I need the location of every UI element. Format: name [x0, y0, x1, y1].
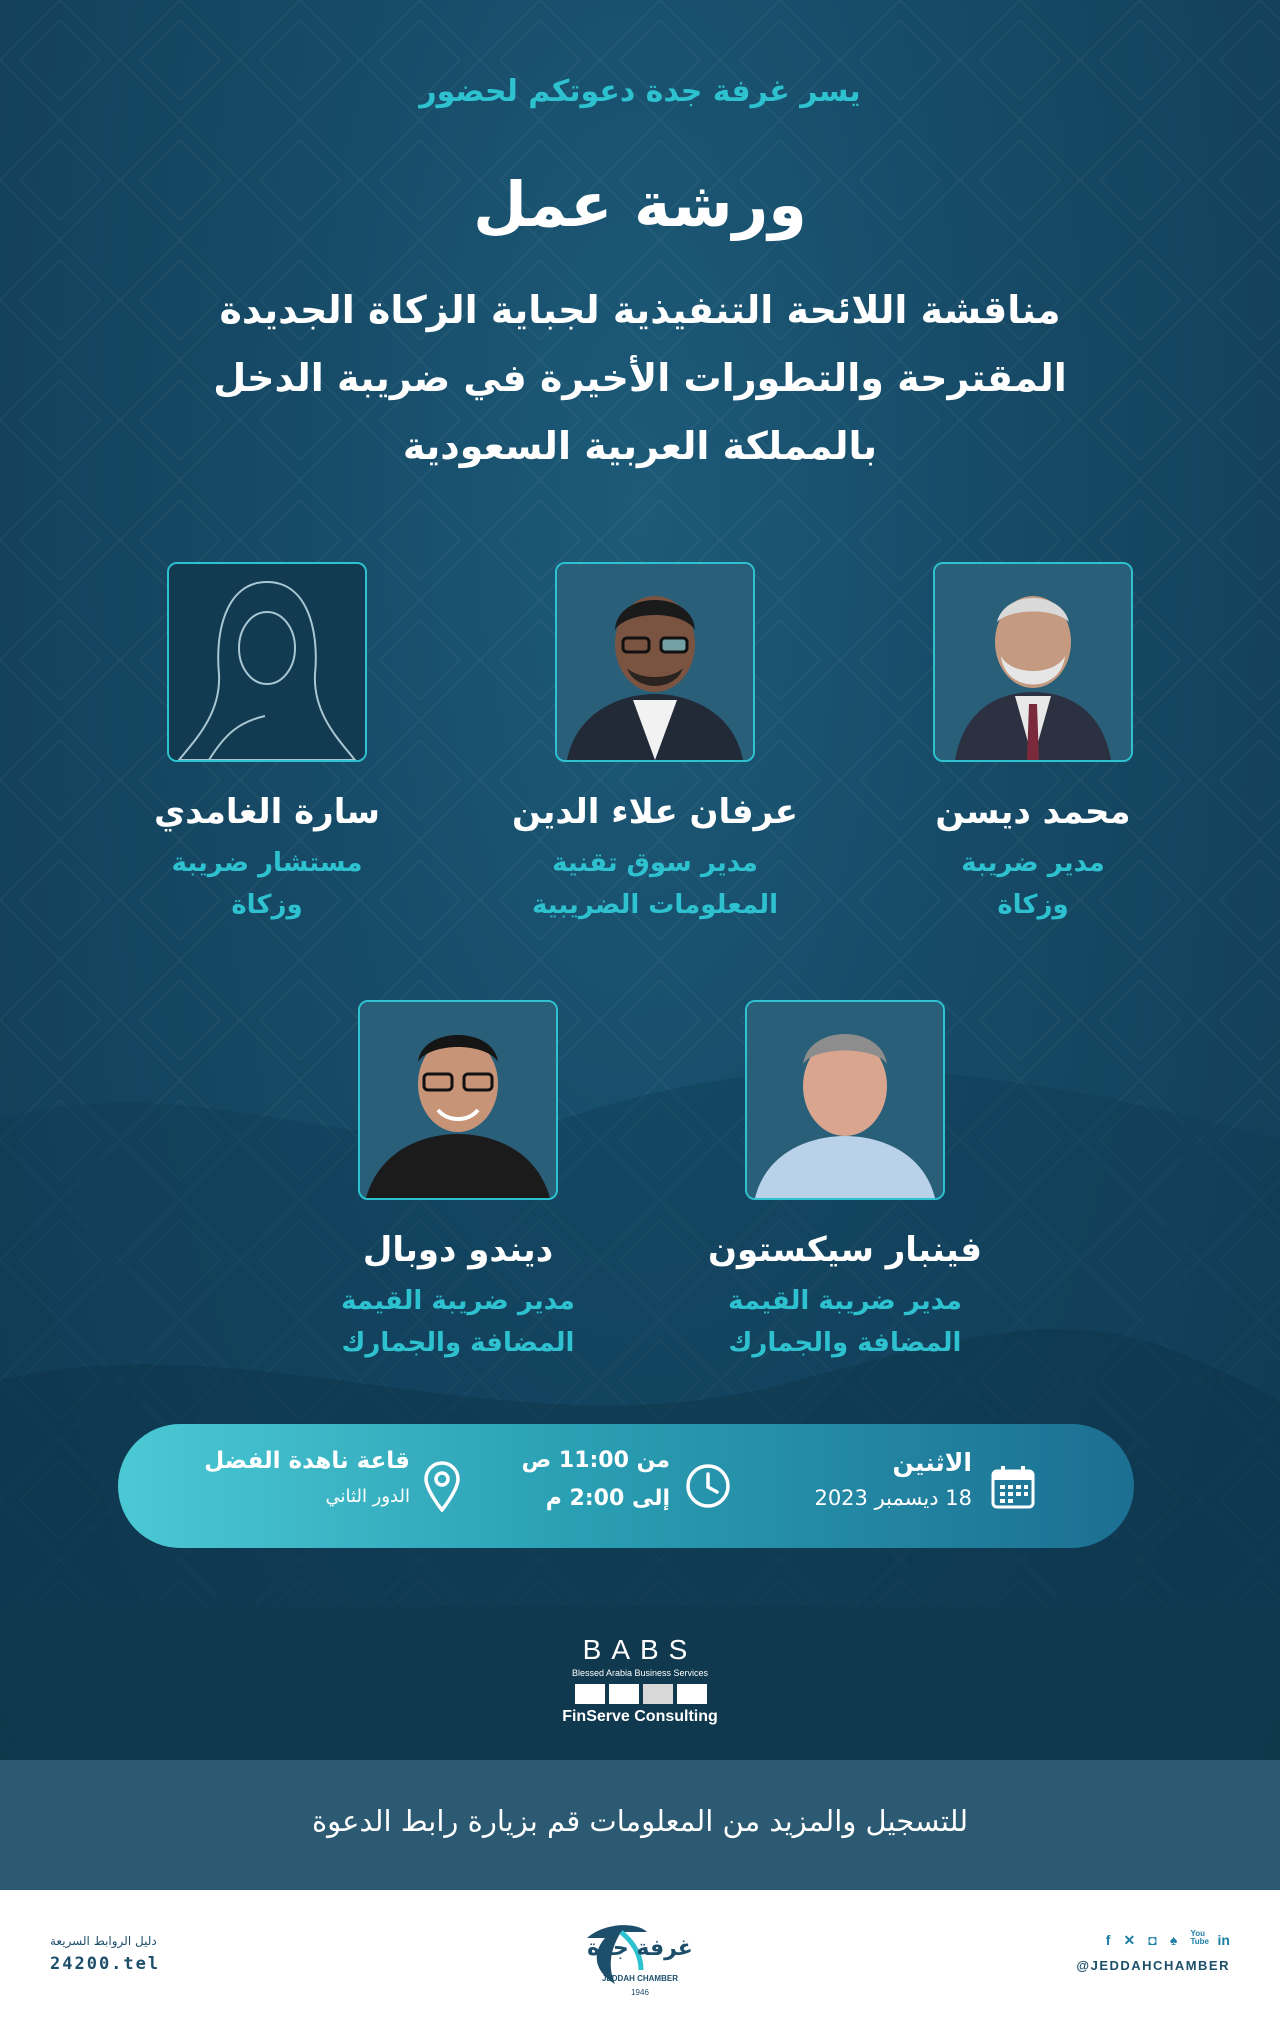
speaker-photo	[745, 1000, 945, 1200]
sponsor-logo-squares	[575, 1682, 707, 1706]
event-date: 18 ديسمبر 2023	[814, 1486, 972, 1510]
speaker-role-line: مدير ضريبة القيمة	[728, 1286, 962, 1316]
speaker-photo	[555, 562, 755, 762]
workshop-title: ورشة عمل	[473, 168, 807, 241]
speaker-photo	[167, 562, 367, 762]
speaker-card	[695, 1000, 995, 1364]
speaker-role-line: وزكاة	[231, 890, 303, 920]
x-icon[interactable]: ✕	[1123, 1932, 1136, 1948]
registration-band	[0, 1760, 1280, 1890]
speaker-role-line: المضافة والجمارك	[728, 1328, 962, 1358]
topic-line: مناقشة اللائحة التنفيذية لجباية الزكاة الجديدة	[219, 288, 1061, 332]
speaker-card	[117, 562, 417, 926]
speaker-role-line: مدير ضريبة	[961, 848, 1105, 878]
sponsor-band	[0, 1606, 1280, 1760]
speaker-role	[117, 842, 417, 926]
logo-arabic-text: غرفة جدة	[587, 1936, 693, 1961]
speaker-card	[308, 1000, 608, 1364]
instagram-icon[interactable]: ◘	[1148, 1932, 1157, 1948]
speaker-role	[505, 842, 805, 926]
snapchat-icon[interactable]: ♠	[1169, 1932, 1178, 1948]
speaker-role	[695, 1280, 995, 1364]
tel-link[interactable]: 24200.tel	[50, 1954, 161, 1974]
sponsor-subtitle: FinServe Consulting	[562, 1708, 718, 1725]
youtube-icon[interactable]: You Tube	[1190, 1929, 1209, 1946]
clock-icon	[684, 1462, 732, 1510]
event-time-to: إلى 2:00 م	[545, 1486, 670, 1511]
speaker-card	[505, 562, 805, 926]
jeddah-chamber-logo	[575, 1914, 705, 2010]
topic-line: بالمملكة العربية السعودية	[402, 424, 878, 468]
speaker-name: عرفان علاء الدين	[512, 792, 798, 832]
event-day: الاثنين	[892, 1448, 972, 1477]
location-pin-icon	[422, 1460, 462, 1512]
footer	[0, 1890, 1280, 2019]
speaker-role	[883, 842, 1183, 926]
event-venue: قاعة ناهدة الفضل	[204, 1448, 410, 1474]
social-handle[interactable]: @JEDDAHCHAMBER	[1076, 1958, 1230, 1973]
event-time-from: من 11:00 ص	[521, 1448, 670, 1473]
speaker-name: ديندو دوبال	[362, 1230, 554, 1270]
speaker-name: محمد ديسن	[935, 792, 1131, 832]
facebook-icon[interactable]: f	[1105, 1932, 1111, 1948]
speaker-role-line: مدير سوق تقنية	[552, 848, 758, 878]
speaker-role-line: المعلومات الضريبية	[532, 890, 778, 920]
speaker-role-line: مدير ضريبة القيمة	[341, 1286, 575, 1316]
speaker-role-line: وزكاة	[997, 890, 1069, 920]
sponsor-name: BABS	[582, 1634, 698, 1665]
speaker-photo	[933, 562, 1133, 762]
logo-english-text: JEDDAH CHAMBER	[601, 1974, 678, 1983]
event-info-bar	[118, 1424, 1134, 1548]
event-floor: الدور الثاني	[325, 1486, 410, 1507]
registration-text: للتسجيل والمزيد من المعلومات قم بزيارة رابط الدعوة	[311, 1804, 969, 1838]
speaker-role-line: مستشار ضريبة	[171, 848, 363, 878]
sponsor-tagline: Blessed Arabia Business Services	[571, 1668, 709, 1678]
speaker-name: سارة الغامدي	[154, 792, 380, 832]
speaker-photo	[358, 1000, 558, 1200]
speaker-card	[883, 562, 1183, 926]
speaker-role-line: المضافة والجمارك	[341, 1328, 575, 1358]
speaker-name: فينبار سيكستون	[708, 1230, 982, 1270]
quick-links-label: دليل الروابط السريعة	[50, 1934, 157, 1948]
topic-line: المقترحة والتطورات الأخيرة في ضريبة الدخل	[213, 356, 1067, 400]
logo-year: 1946	[631, 1988, 649, 1997]
speaker-role	[308, 1280, 608, 1364]
social-icons	[1098, 1930, 1230, 1948]
invite-line: يسر غرفة جدة دعوتكم لحضور	[419, 74, 861, 109]
linkedin-icon[interactable]: in	[1217, 1932, 1230, 1948]
calendar-icon	[990, 1464, 1036, 1510]
